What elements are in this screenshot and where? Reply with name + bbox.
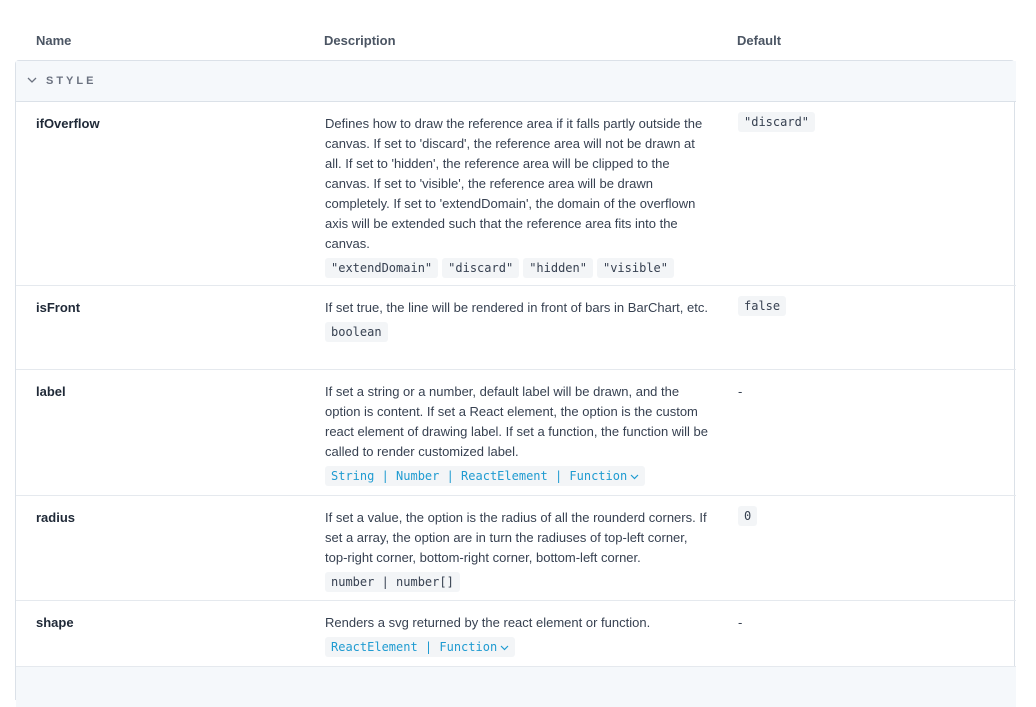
default-value: "discard" (738, 112, 815, 132)
type-value: "visible" (597, 258, 674, 278)
prop-description (325, 298, 711, 342)
prop-description (325, 114, 711, 278)
prop-name: isFront (36, 300, 81, 315)
type-list (325, 258, 711, 278)
prop-description (325, 508, 711, 592)
description-text: If set a string or a number, default label will be drawn, and the option is content. If set a React element, the option is the custom react element of drawing label. If set a function, the function will be called to render customized label. (325, 384, 708, 459)
type-list (325, 466, 711, 486)
prop-name: label (36, 384, 66, 399)
type-value: "discard" (442, 258, 519, 278)
type-expand-link[interactable] (325, 466, 645, 486)
type-list (325, 637, 711, 657)
type-list (325, 322, 711, 342)
default-value: 0 (738, 506, 757, 526)
table-header (0, 0, 1036, 60)
description-text: Renders a svg returned by the react element or function. (325, 615, 651, 630)
group-title: STYLE (46, 75, 97, 87)
default-value: - (738, 384, 743, 399)
default-value: false (738, 296, 786, 316)
chevron-down-icon (500, 643, 509, 652)
table-row (16, 370, 1016, 496)
default-value: - (738, 615, 743, 630)
props-table (15, 60, 1015, 700)
prop-description (325, 613, 711, 657)
group-toggle-style[interactable] (16, 61, 1016, 102)
table-row (16, 496, 1016, 601)
column-header-name: Name (36, 33, 72, 48)
description-text: If set true, the line will be rendered in front of bars in BarChart, etc. (325, 300, 708, 315)
prop-name: radius (36, 510, 76, 525)
prop-description (325, 382, 711, 486)
description-text: Defines how to draw the reference area if it falls partly outside the canvas. If set to 'discard', the reference area will not be drawn at all. If set to 'hidden', the reference area will be clipped to the canvas. If set to 'visible', the reference area will be drawn completely. If set to 'extendDomain', the domain of the overflown axis will be extended such that the reference area fits into the canvas. (325, 116, 703, 251)
table-row (16, 601, 1016, 667)
chevron-down-icon (26, 74, 38, 86)
chevron-down-icon (630, 472, 639, 481)
column-header-default: Default (737, 33, 782, 48)
type-value: "extendDomain" (325, 258, 438, 278)
table-row (16, 102, 1016, 286)
table-row (16, 286, 1016, 370)
type-expand-link[interactable] (325, 637, 515, 657)
type-value: boolean (325, 322, 388, 342)
type-link-text: String | Number | ReactElement | Function (331, 469, 628, 483)
next-group-row[interactable] (16, 667, 1016, 707)
type-list (325, 572, 711, 592)
column-header-description: Description (324, 33, 396, 48)
description-text: If set a value, the option is the radius of all the rounderd corners. If set a array, the option are in turn the radiuses of top-left corner, top-right corner, bottom-right corner, bottom-left corner. (325, 510, 707, 565)
type-value: number | number[] (325, 572, 460, 592)
type-link-text: ReactElement | Function (331, 640, 498, 654)
prop-name: shape (36, 615, 74, 630)
prop-name: ifOverflow (36, 116, 100, 131)
type-value: "hidden" (523, 258, 593, 278)
